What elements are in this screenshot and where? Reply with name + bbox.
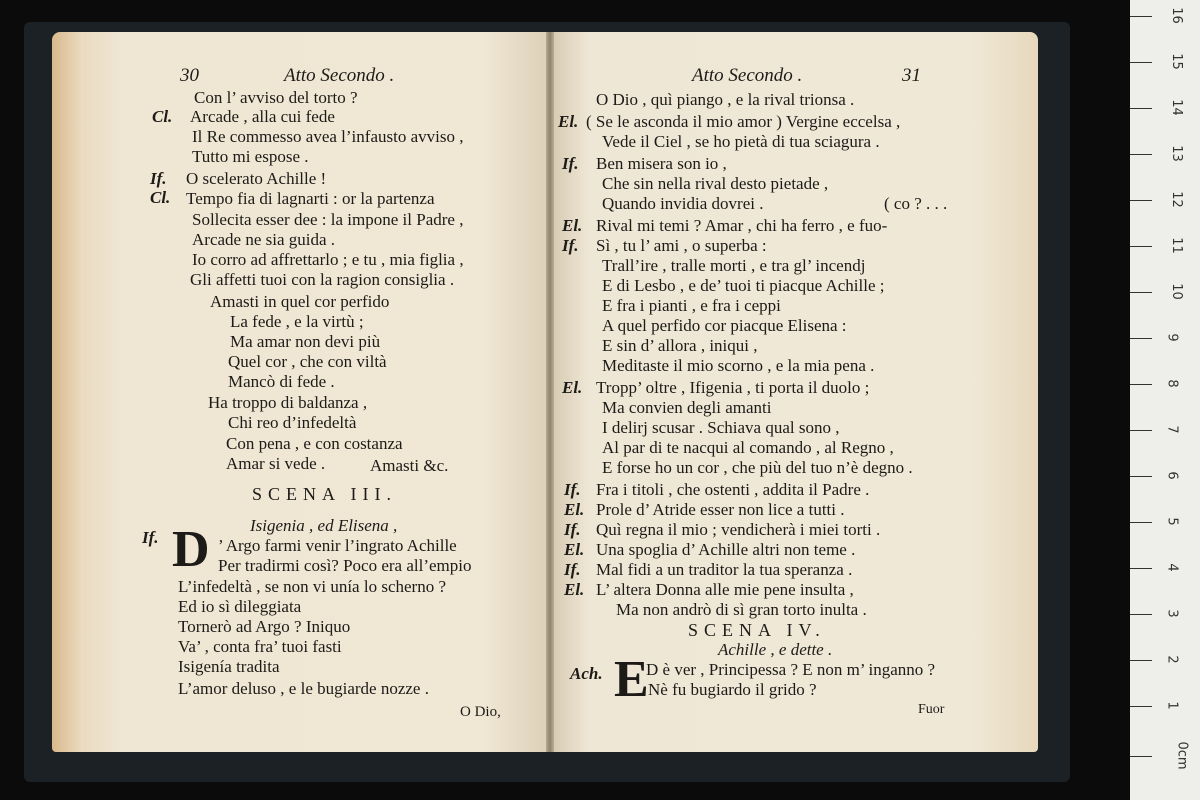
measuring-ruler [1130, 0, 1200, 800]
right-running-head: Atto Secondo . [692, 65, 803, 86]
speaker-label: If. [564, 560, 581, 579]
speaker-label: Cl. [150, 188, 171, 207]
ruler-number: 2 [1164, 655, 1180, 664]
ruler-number: 0cm [1174, 741, 1190, 770]
text-line: Mancò di fede . [228, 372, 335, 391]
text-line: L’infedeltà , se non vi unía lo scherno ? [178, 577, 446, 596]
text-line: Vede il Ciel , se ho pietà di tua sciagura . [602, 132, 880, 151]
ruler-number: 9 [1164, 333, 1180, 342]
left-page-number: 30 [180, 65, 199, 86]
book-gutter [546, 32, 554, 752]
text-line: Tornerò ad Argo ? Iniquo [178, 617, 351, 636]
speaker-label: If. [564, 480, 581, 499]
speaker-label: El. [562, 378, 583, 397]
text-line: Ma non andrò di sì gran torto inulta . [616, 600, 867, 619]
text-line: Ma convien degli amanti [602, 398, 772, 417]
text-line: A quel perfido cor piacque Elisena : [602, 316, 847, 335]
ruler-number: 12 [1168, 191, 1184, 208]
text-line: Con l’ avviso del torto ? [194, 88, 358, 107]
speaker-label: El. [564, 500, 585, 519]
text-line: Per tradirmi così? Poco era all’empio [218, 556, 472, 575]
refrain-cue: Amasti &c. [370, 456, 449, 475]
drop-cap: E [614, 651, 649, 708]
text-line: ’ Argo farmi venir l’ingrato Achille [218, 536, 457, 555]
text-line: L’ altera Donna alle mie pene insulta , [596, 580, 854, 599]
text-line: Quì regna il mio ; vendicherà i miei torti . [596, 520, 881, 539]
speaker-label: If. [562, 236, 579, 255]
text-line: Al par di te nacqui al comando , al Regno , [602, 438, 894, 457]
text-line: ( co ? . . . [884, 194, 948, 213]
ruler-number: 4 [1164, 563, 1180, 572]
text-line: L’amor deluso , e le bugiarde nozze . [178, 679, 429, 698]
text-line: Ed io sì dileggiata [178, 597, 302, 616]
scene-title: SCENA IV. [688, 620, 826, 640]
text-line: Isigenía tradita [178, 657, 280, 676]
left-page [52, 32, 550, 752]
ruler-number: 6 [1164, 471, 1180, 480]
text-line: Ma amar non devi più [230, 332, 381, 351]
ruler-number: 5 [1164, 517, 1180, 526]
text-line: E forse ho un cor , che più del tuo n’è degno . [602, 458, 913, 477]
text-line: O Dio , quì piango , e la rival trionsa . [596, 90, 855, 109]
text-line: Trall’ire , tralle morti , e tra gl’ incendj [602, 256, 866, 275]
text-line: Va’ , conta fra’ tuoi fasti [178, 637, 342, 656]
text-line: Chi reo d’infedeltà [228, 413, 357, 432]
text-line: Rival mi temi ? Amar , chi ha ferro , e fuo- [596, 216, 888, 235]
ruler-number: 1 [1164, 701, 1180, 710]
text-line: Tutto mi espose . [192, 147, 309, 166]
text-line: Quando invidia dovrei . [602, 194, 764, 213]
text-line: Ha troppo di baldanza , [208, 393, 368, 412]
ruler-number: 10 [1168, 283, 1184, 300]
text-line: E di Lesbo , e de’ tuoi ti piacque Achille ; [602, 276, 885, 295]
text-line: I delirj scusar . Schiava qual sono , [602, 418, 840, 437]
text-line: E sin d’ allora , iniqui , [602, 336, 758, 355]
speaker-label: El. [558, 112, 579, 131]
text-line: ( Se le asconda il mio amor ) Vergine eccelsa , [586, 112, 901, 131]
text-line: Con pena , e con costanza [226, 434, 403, 453]
speaker-label: If. [150, 169, 167, 188]
speaker-label: If. [564, 520, 581, 539]
ruler-number: 7 [1164, 425, 1180, 434]
left-running-head: Atto Secondo . [284, 65, 395, 86]
text-line: Mal fidi a un traditor la tua speranza . [596, 560, 853, 579]
text-line: Tempo fia di lagnarti : or la partenza [186, 189, 435, 208]
text-line: Amar si vede . [226, 454, 326, 473]
ruler-number: 16 [1168, 7, 1184, 24]
speaker-label: Ach. [570, 664, 603, 683]
text-line: Una spoglia d’ Achille altri non teme . [596, 540, 856, 559]
scene-cast: Achille , e dette . [718, 640, 833, 659]
ruler-number: 8 [1164, 379, 1180, 388]
text-line: D è ver , Principessa ? E non m’ inganno ? [646, 660, 936, 679]
catchword: Fuor [918, 702, 945, 717]
ruler-number: 13 [1168, 145, 1184, 162]
text-line: Amasti in quel cor perfido [210, 292, 390, 311]
text-line: Che sin nella rival desto pietade , [602, 174, 829, 193]
speaker-label: El. [562, 216, 583, 235]
text-line: Sollecita esser dee : la impone il Padre , [192, 210, 464, 229]
text-line: Fra i titoli , che ostenti , addita il Padre . [596, 480, 870, 499]
speaker-label: If. [562, 154, 579, 173]
right-page [550, 32, 1038, 752]
speaker-label: If. [142, 528, 159, 547]
text-line: Sì , tu l’ ami , o superba : [596, 236, 767, 255]
speaker-label: El. [564, 580, 585, 599]
text-line: La fede , e la virtù ; [230, 312, 364, 331]
scene-title: SCENA III. [252, 484, 397, 504]
text-line: Ben misera son io , [596, 154, 727, 173]
text-line: Arcade ne sia guida . [192, 230, 336, 249]
text-line: Io corro ad affrettarlo ; e tu , mia figlia , [192, 250, 464, 269]
ruler-number: 14 [1168, 99, 1184, 116]
speaker-label: Cl. [152, 107, 173, 126]
text-line: O scelerato Achille ! [186, 169, 327, 188]
text-line: Nè fu bugiardo il grido ? [648, 680, 817, 699]
text-line: Arcade , alla cui fede [190, 107, 335, 126]
text-line: Prole d’ Atride esser non lice a tutti . [596, 500, 845, 519]
catchword: O Dio, [460, 704, 501, 720]
text-line: Gli affetti tuoi con la ragion consiglia . [190, 270, 455, 289]
ruler-number: 3 [1164, 609, 1180, 618]
right-page-number: 31 [902, 65, 921, 86]
text-line: Meditaste il mio scorno , e la mia pena . [602, 356, 875, 375]
text-line: Tropp’ oltre , Ifigenia , ti porta il duolo ; [596, 378, 870, 397]
ruler-number: 11 [1168, 237, 1184, 254]
text-line: Il Re commesso avea l’infausto avviso , [192, 127, 464, 146]
ruler-number: 15 [1168, 53, 1184, 70]
scene-cast: Isigenia , ed Elisena , [250, 516, 398, 535]
text-line: Quel cor , che con viltà [228, 352, 387, 371]
text-line: E fra i pianti , e fra i ceppi [602, 296, 781, 315]
drop-cap: D [172, 521, 210, 578]
speaker-label: El. [564, 540, 585, 559]
